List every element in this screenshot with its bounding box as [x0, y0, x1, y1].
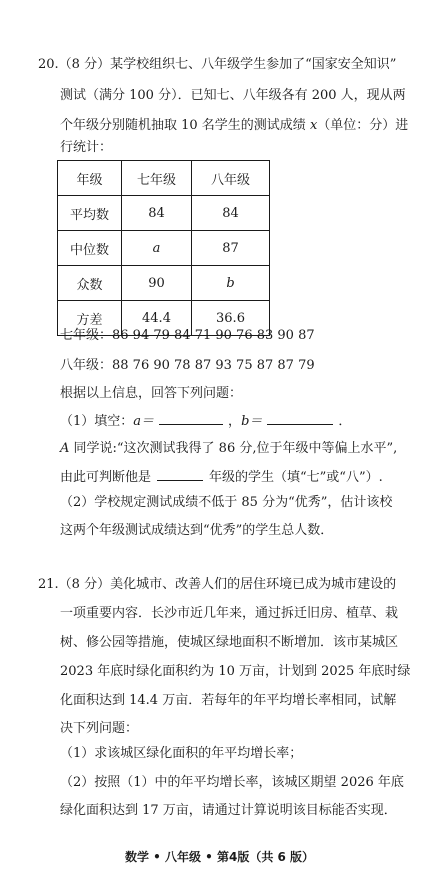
q21-line-6: 决下列问题： [60, 721, 139, 736]
q20-sub1 [60, 412, 351, 431]
q21-line-4: 2023 年底时绿化面积约为 10 万亩，计划到 2025 年底时绿 [60, 664, 411, 679]
table-header-cell: 八年级 [192, 161, 270, 196]
table-row [58, 266, 270, 301]
q21-line-1: 21.（8 分）美化城市、改善人们的居住环境已成为城市建设的 [38, 577, 397, 592]
table-cell: 87 [192, 231, 270, 266]
q20-sub2-line-1: （2）学校规定测试成绩不低于 85 分为“优秀”，估计该校 [60, 495, 393, 510]
table-row [58, 196, 270, 231]
q21-sub2-line-1: （2）按照（1）中的年平均增长率，该城区期望 2026 年底 [60, 775, 404, 790]
answer-blank-b [267, 412, 333, 425]
q20-prompt: 根据以上信息，回答下列问题： [60, 386, 243, 401]
page-footer: 数学 • 八年级 • 第4版（共 6 版） [124, 850, 315, 864]
grade7-scores: 七年级：86 94 79 84 71 90 76 83 90 87 [60, 328, 315, 343]
table-cell: 中位数 [58, 231, 122, 266]
q21-line-5: 化面积达到 14.4 万亩．若每年的年平均增长率相同，试解 [60, 693, 397, 708]
q20-quote-line-1 [60, 440, 397, 458]
q21-sub1: （1）求该城区绿化面积的年平均增长率； [60, 746, 303, 761]
table-cell [192, 266, 270, 301]
table-cell: 84 [122, 196, 192, 231]
table-cell: 84 [192, 196, 270, 231]
table-row [58, 231, 270, 266]
quote-text-2a: 由此可判断他是 [60, 470, 152, 485]
sub1-separator: ， [228, 414, 242, 429]
q20-line-1: 20.（8 分）某学校组织七、八年级学生参加了“国家安全知识” [38, 57, 397, 72]
q20-line-3b: （单位：分）进 [317, 118, 409, 133]
q20-sub2-line-2: 这两个年级测试成绩达到“优秀”的学生总人数． [60, 523, 334, 538]
grade8-scores: 八年级：88 76 90 78 87 93 75 87 87 79 [60, 358, 315, 373]
table-header-cell: 年级 [58, 161, 122, 196]
table-cell: 方差 [58, 301, 122, 336]
q20-line-2: 测试（满分 100 分）．已知七、八年级各有 200 人，现从两 [60, 88, 406, 103]
table-cell: 44.4 [122, 301, 192, 336]
sub1-end: ． [338, 414, 352, 429]
table-cell: 平均数 [58, 196, 122, 231]
table-header-cell: 七年级 [122, 161, 192, 196]
sub1-b-label: b＝ [241, 414, 263, 429]
stats-table [57, 160, 270, 336]
student-a-label: A [60, 441, 70, 456]
variable-b: b [226, 275, 235, 291]
table-cell [122, 231, 192, 266]
q21-line-2: 一项重要内容．长沙市近几年来，通过拆迁旧房、植草、栽 [60, 606, 399, 621]
q21-sub2-line-2: 绿化面积达到 17 万亩，请通过计算说明该目标能否实现． [60, 803, 397, 818]
answer-blank-a [159, 412, 223, 425]
q20-line-3 [60, 117, 408, 135]
sub1-a-label: a＝ [133, 414, 155, 429]
answer-blank-grade [157, 468, 203, 481]
quote-text-1: 同学说:“这次测试我得了 86 分,位于年级中等偏上水平”, [69, 441, 398, 456]
table-cell: 90 [122, 266, 192, 301]
variable-x: x [309, 118, 318, 133]
table-cell: 36.6 [192, 301, 270, 336]
sub1-label: （1）填空： [60, 414, 134, 429]
quote-text-2b: 年级的学生（填“七”或“八”）. [209, 470, 383, 485]
table-header-row [58, 161, 270, 196]
q20-quote-line-2 [60, 468, 383, 487]
q20-line-4: 行统计： [60, 140, 113, 155]
table-cell: 众数 [58, 266, 122, 301]
q21-line-3: 树、修公园等措施，使城区绿地面积不断增加．该市某城区 [60, 635, 399, 650]
q20-line-3a: 个年级分别随机抽取 10 名学生的测试成绩 [60, 118, 310, 133]
variable-a: a [152, 240, 161, 256]
